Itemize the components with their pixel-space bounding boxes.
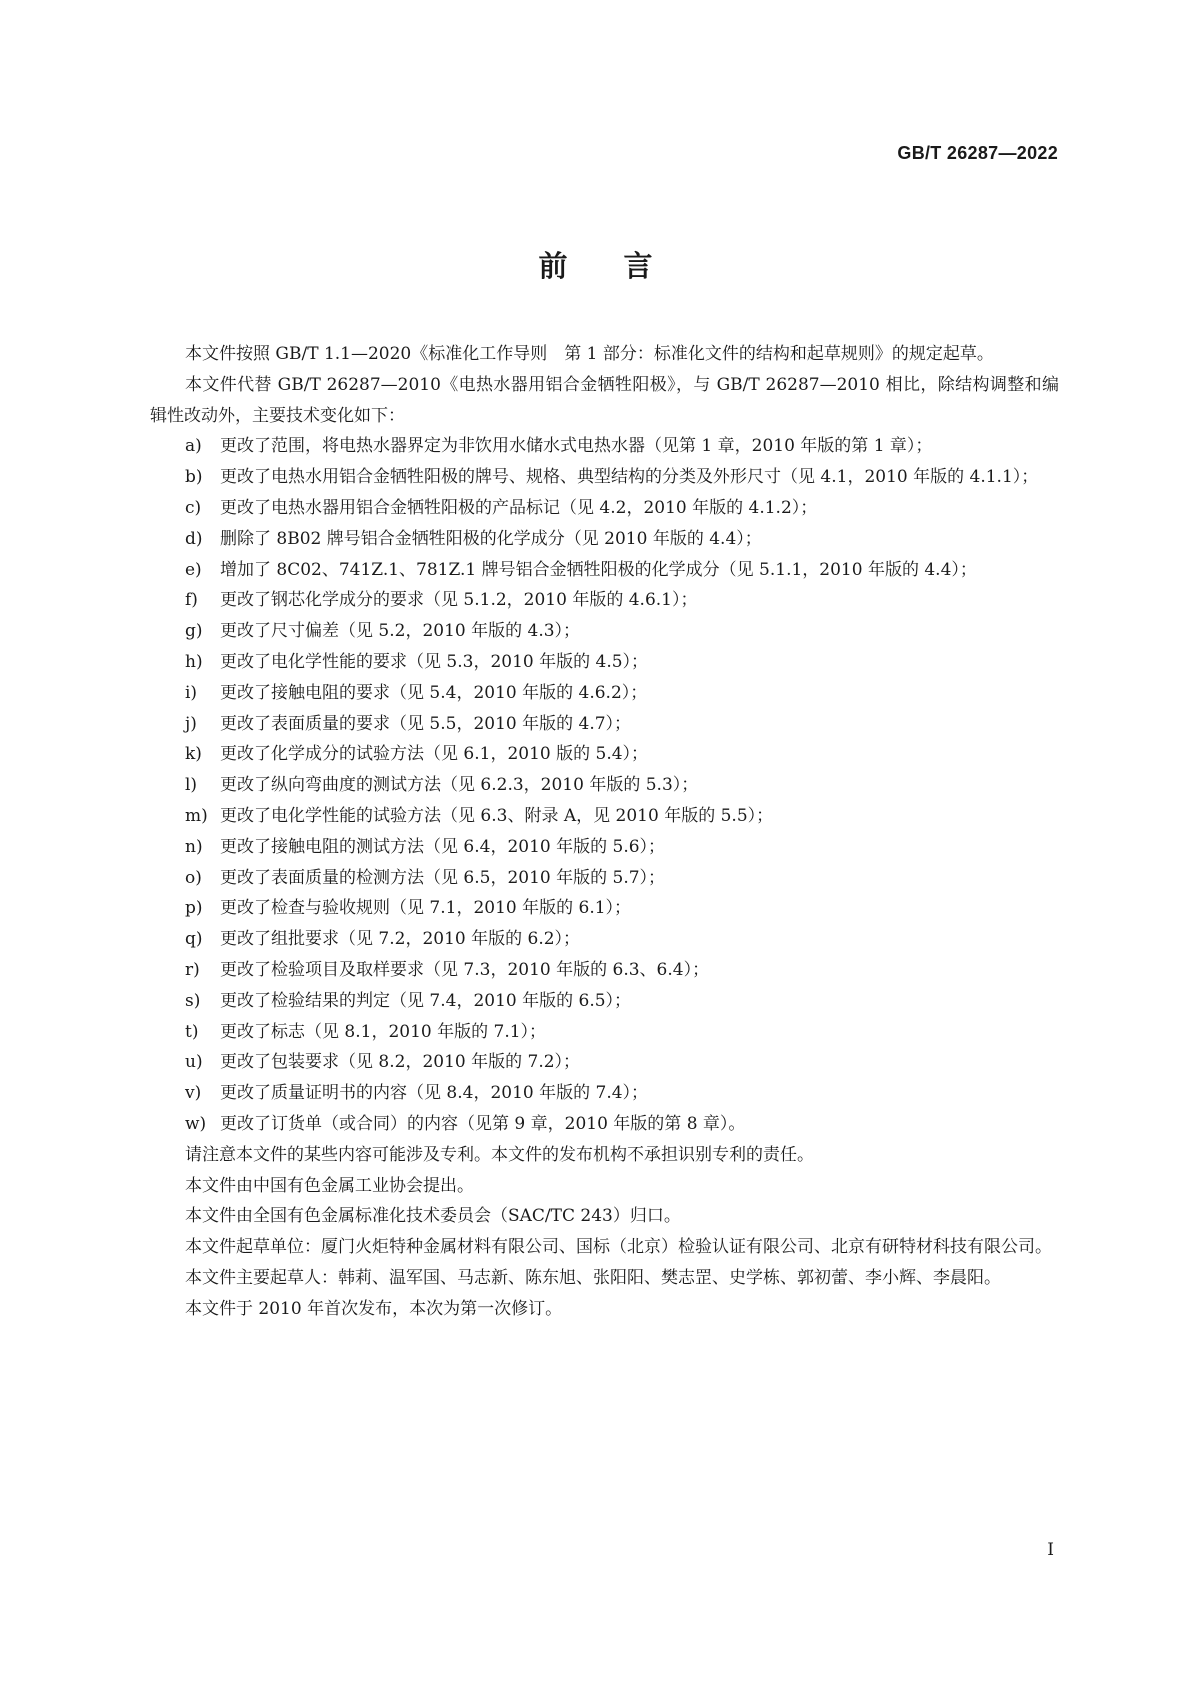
paragraph: 本文件按照 GB/T 1.1—2020《标准化工作导则 第 1 部分：标准化文件的结构和起草规则》的规定起草。 [185,344,994,364]
list-item-text: 更改了组批要求（见 7.2，2010 年版的 6.2）； [220,929,581,950]
list-marker: k) [185,744,202,765]
list-marker: p) [185,898,203,919]
list-item-text: 更改了电化学性能的要求（见 5.3，2010 年版的 4.5）； [220,651,649,672]
list-marker: i) [185,682,198,703]
list-item [150,739,1059,770]
list-item [150,863,1059,894]
standard-number: GB/T 26287—2022 [897,143,1058,163]
list-item-text: 更改了电化学性能的试验方法（见 6.3、附录 A，见 2010 年版的 5.5）； [220,805,774,826]
list-marker: q) [185,929,203,950]
list-item-text: 更改了钢芯化学成分的要求（见 5.1.2，2010 年版的 4.6.1）； [220,590,698,611]
list-marker: v) [185,1083,202,1104]
changes-list [150,431,1059,1139]
list-item-text: 更改了接触电阻的测试方法（见 6.4，2010 年版的 5.6）； [220,836,666,857]
list-item-text: 更改了检验结果的判定（见 7.4，2010 年版的 6.5）； [220,990,632,1011]
list-marker: o) [185,867,202,888]
list-item [150,431,1059,462]
drafters-paragraph: 本文件主要起草人：韩莉、温军国、马志新、陈东旭、张阳阳、樊志罡、史学栋、郭初蕾、李小辉、李晨阳。 [185,1267,1001,1288]
history-paragraph: 本文件于 2010 年首次发布，本次为第一次修订。 [185,1298,563,1319]
list-item [150,924,1059,955]
list-marker: d) [185,528,203,549]
list-item [150,1078,1059,1109]
committee-paragraph: 本文件由全国有色金属标准化技术委员会（SAC/TC 243）归口。 [185,1206,681,1227]
list-item-text: 更改了订货单（或合同）的内容（见第 9 章，2010 年版的第 8 章）。 [220,1113,746,1134]
list-item [150,955,1059,986]
list-item [150,678,1059,709]
list-item-text: 更改了尺寸偏差（见 5.2，2010 年版的 4.3）； [220,621,581,642]
list-marker: j) [185,713,197,734]
list-item-text: 更改了纵向弯曲度的测试方法（见 6.2.3，2010 年版的 5.3）； [220,775,699,796]
proposer-paragraph: 本文件由中国有色金属工业协会提出。 [185,1175,474,1196]
list-item [150,585,1059,616]
list-item-text: 更改了表面质量的检测方法（见 6.5，2010 年版的 5.7）； [220,867,666,888]
list-item [150,647,1059,678]
list-item-text: 增加了 8C02、741Z.1、781Z.1 牌号铝合金牺牲阳极的化学成分（见 5.1.1，2010 年版的 4.4）； [220,559,977,580]
list-marker: n) [185,836,203,857]
list-item-text: 更改了化学成分的试验方法（见 6.1，2010 版的 5.4）； [220,744,649,765]
list-item [150,770,1059,801]
list-marker: r) [185,959,200,980]
foreword-body [150,339,1059,1325]
list-marker: t) [185,1021,199,1042]
list-item [150,524,1059,555]
list-item [150,616,1059,647]
list-item-text: 更改了检查与验收规则（见 7.1，2010 年版的 6.1）； [220,898,632,919]
list-marker: w) [185,1113,207,1134]
list-item [150,1109,1059,1140]
list-item-text: 更改了表面质量的要求（见 5.5，2010 年版的 4.7）； [220,713,632,734]
list-item [150,1047,1059,1078]
list-marker: s) [185,990,201,1011]
list-item [150,462,1059,493]
list-item-text: 更改了电热水用铝合金牺牲阳极的牌号、规格、典型结构的分类及外形尺寸（见 4.1，2010 年版的 4.1.1）； [220,467,1039,488]
list-marker: g) [185,621,203,642]
list-item-text: 删除了 8B02 牌号铝合金牺牲阳极的化学成分（见 2010 年版的 4.4）； [220,528,762,549]
list-marker: m) [185,805,208,826]
list-marker: c) [185,497,202,518]
list-marker: a) [185,436,202,457]
list-item [150,1017,1059,1048]
list-item [150,893,1059,924]
list-item-text: 更改了标志（见 8.1，2010 年版的 7.1）； [220,1021,547,1042]
drafting-units-paragraph: 本文件起草单位：厦门火炬特种金属材料有限公司、国标（北京）检验认证有限公司、北京有研特材科技有限公司。 [185,1237,1052,1258]
page-number: I [1047,1540,1054,1560]
list-marker: b) [185,467,203,488]
list-item [150,986,1059,1017]
list-marker: e) [185,559,202,580]
list-marker: h) [185,651,203,672]
paragraph: 本文件代替 GB/T 26287—2010《电热水器用铝合金牺牲阳极》，与 GB/T 26287—2010 相比，除结构调整和编辑性改动外，主要技术变化如下： [150,374,1059,426]
list-item-text: 更改了电热水器用铝合金牺牲阳极的产品标记（见 4.2，2010 年版的 4.1.2）； [220,497,818,518]
patent-notice: 请注意本文件的某些内容可能涉及专利。本文件的发布机构不承担识别专利的责任。 [185,1144,814,1165]
list-item-text: 更改了接触电阻的要求（见 5.4，2010 年版的 4.6.2）； [220,682,648,703]
list-item [150,555,1059,586]
list-marker: f) [185,590,198,611]
list-marker: l) [185,775,198,796]
list-item-text: 更改了包装要求（见 8.2，2010 年版的 7.2）； [220,1052,581,1073]
page-title: 前言 [538,249,709,283]
list-item [150,493,1059,524]
list-item-text: 更改了质量证明书的内容（见 8.4，2010 年版的 7.4）； [220,1083,649,1104]
list-item [150,832,1059,863]
list-item [150,801,1059,832]
list-item [150,709,1059,740]
list-item-text: 更改了范围，将电热水器界定为非饮用水储水式电热水器（见第 1 章，2010 年版的第 1 章）； [220,436,933,457]
list-item-text: 更改了检验项目及取样要求（见 7.3，2010 年版的 6.3、6.4）； [220,959,710,980]
list-marker: u) [185,1052,203,1073]
